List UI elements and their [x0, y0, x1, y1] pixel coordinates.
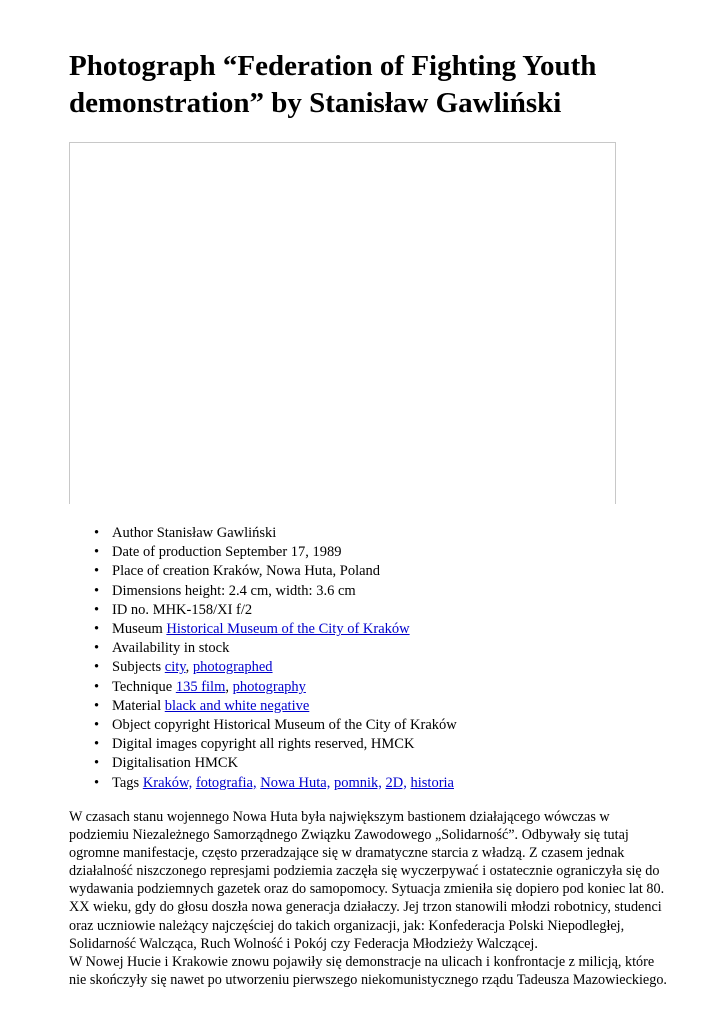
tag-link-2d[interactable]: 2D, — [385, 774, 407, 791]
meta-place-value: Kraków, Nowa Huta, Poland — [213, 563, 381, 580]
meta-museum — [112, 620, 692, 639]
meta-author — [112, 524, 692, 543]
meta-technique-label: Technique — [112, 678, 173, 695]
tag-link-pomnik[interactable]: pomnik, — [333, 774, 382, 791]
meta-availability-label: Availability — [112, 640, 181, 657]
meta-place-label: Place of creation — [112, 563, 210, 580]
meta-dimensions — [112, 582, 692, 601]
meta-object-copyright — [112, 716, 692, 735]
meta-subjects-label: Subjects — [112, 659, 162, 676]
meta-author-value: Stanisław Gawliński — [156, 525, 277, 541]
title-line-1: Photograph “Federation of Fighting Youth — [69, 50, 597, 82]
meta-digitalisation — [112, 754, 692, 773]
meta-id — [112, 601, 692, 620]
description-line: Solidarność Walcząca, Ruch Wolność i Pokój czy Federacja Młodzieży Walczącej. — [69, 935, 538, 952]
description-text — [69, 808, 694, 989]
tag-link-krakow[interactable]: Kraków, — [142, 774, 193, 791]
description-line: W czasach stanu wojennego Nowa Huta była największym bastionem działającego wówczas w — [69, 809, 610, 825]
meta-digitalisation-value: HMCK — [194, 755, 239, 772]
description-line: ogromne manifestacje, często przeradzające się w dramatyczne starcia z władzą. Z czasem jednak — [69, 845, 625, 862]
meta-subjects: • Subjects city, photographed — [112, 658, 692, 677]
museum-link[interactable]: Historical Museum of the City of Kraków — [166, 621, 410, 638]
description-line: nie skończyły się nawet po utworzeniu pierwszego niekomunistycznego rządu Tadeusza Mazowieckiego. — [69, 971, 667, 988]
meta-digital-copyright-value: all rights reserved, HMCK — [259, 736, 415, 753]
meta-digitalisation-label: Digitalisation — [112, 755, 191, 772]
meta-date — [112, 543, 692, 562]
description-line: W Nowej Hucie i Krakowie znowu pojawiły się demonstracje na ulicach i konfrontacje z milicją, które — [69, 953, 655, 970]
meta-date-value: September 17, 1989 — [225, 544, 342, 561]
meta-technique: • Technique 135 film, photography — [112, 678, 692, 697]
technique-link-photography[interactable]: photography — [232, 678, 306, 695]
title-line-2: demonstration” by Stanisław Gawliński — [69, 87, 562, 119]
technique-link-135-film[interactable]: 135 film — [175, 678, 226, 695]
meta-tags-label: Tags — [112, 774, 140, 791]
material-link[interactable]: black and white negative — [164, 697, 310, 714]
meta-tags — [112, 774, 692, 793]
page-title — [69, 48, 669, 122]
meta-availability — [112, 639, 692, 658]
meta-author-label: Author — [112, 525, 154, 541]
meta-material-label: Material — [112, 697, 162, 714]
meta-museum-label: Museum — [112, 621, 163, 638]
meta-digital-copyright-label: Digital images copyright — [112, 736, 257, 753]
meta-object-copyright-value: Historical Museum of the City of Kraków — [213, 717, 457, 734]
tag-link-nowa-huta[interactable]: Nowa Huta, — [260, 774, 331, 791]
meta-date-label: Date of production — [112, 544, 222, 561]
meta-id-value: MHK-158/XI f/2 — [152, 601, 253, 618]
meta-digital-copyright — [112, 735, 692, 754]
tag-link-fotografia[interactable]: fotografia, — [195, 774, 257, 791]
photograph-image-placeholder — [69, 142, 616, 504]
tag-link-historia[interactable]: historia — [410, 774, 454, 791]
meta-dimensions-label: Dimensions — [112, 582, 182, 599]
meta-availability-value: in stock — [183, 640, 230, 657]
meta-object-copyright-label: Object copyright — [112, 717, 210, 734]
subject-link-city[interactable]: city — [164, 659, 186, 676]
description-line: oraz uczniowie należący najczęściej do takich organizacji, jak: Konfederacja Polski Niepodległej, — [69, 917, 625, 934]
description-line: wydawania podziemnych gazetek oraz do samopomocy. Sytuacja zmieniła się dopiero pod koniec lat 80. — [69, 881, 665, 898]
meta-id-label: ID no. — [112, 601, 150, 618]
meta-dimensions-value: height: 2.4 cm, width: 3.6 cm — [184, 582, 356, 599]
metadata-list — [112, 524, 692, 793]
description-line: działalność niszczonego represjami podziemia zaczęła się wyczerpywać i ostatecznie ograniczyła się do — [69, 863, 660, 880]
description-line: podziemiu Niezależnego Samorządnego Związku Zawodowego „Solidarność”. Odbywały się tutaj — [69, 827, 629, 844]
subject-link-photographed[interactable]: photographed — [192, 659, 273, 676]
meta-place — [112, 562, 692, 581]
meta-material — [112, 697, 692, 716]
description-line: XX wieku, gdy do głosu doszła nowa generacja działaczy. Jej trzon stanowili młodzi robotnicy, studenci — [69, 899, 662, 916]
